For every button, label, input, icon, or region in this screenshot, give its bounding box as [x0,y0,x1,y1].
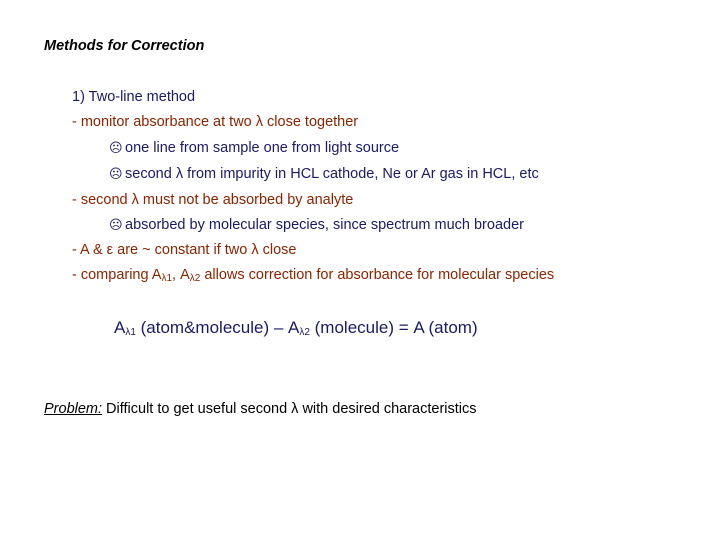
item-text: - comparing A [72,267,162,283]
sub-item-second-lambda [109,165,539,184]
item-two-line-method: 1) Two-line method [72,89,196,105]
item-text: , A [172,267,190,283]
problem-label: Problem: [44,401,103,417]
sub-item-molecular [109,216,524,235]
frown-bullet-icon: ☹ [109,167,123,182]
sub-item-text: one line from sample one from light source [125,140,400,156]
slide-title: Methods for Correction [44,38,205,54]
lambda1-subscript: λ1 [125,327,136,338]
lambda2-subscript: λ2 [189,273,201,284]
frown-bullet-icon: ☹ [109,218,123,233]
lambda1-subscript: λ1 [161,273,173,284]
lambda2-subscript: λ2 [299,327,310,338]
sub-item-one-line [109,139,399,158]
item-not-absorbed: - second λ must not be absorbed by analyte [72,192,354,208]
sub-item-text: absorbed by molecular species, since spectrum much broader [125,217,524,233]
problem-statement [44,400,477,418]
item-text: allows correction for absorbance for molecular species [200,267,555,283]
item-constant: - A & ε are ~ constant if two λ close [72,242,297,258]
sub-item-text: second λ from impurity in HCL cathode, Ne or Ar gas in HCL, etc [125,166,539,182]
item-monitor-absorbance: - monitor absorbance at two λ close together [72,114,359,130]
problem-text: Difficult to get useful second λ with desired characteristics [102,401,477,417]
item-comparing [72,266,554,284]
equation-text: (atom&molecule) – A [135,318,300,337]
correction-equation [114,318,478,338]
equation-text: (molecule) = A (atom) [309,318,478,337]
frown-bullet-icon: ☹ [109,141,123,156]
equation-text: A [114,318,126,337]
